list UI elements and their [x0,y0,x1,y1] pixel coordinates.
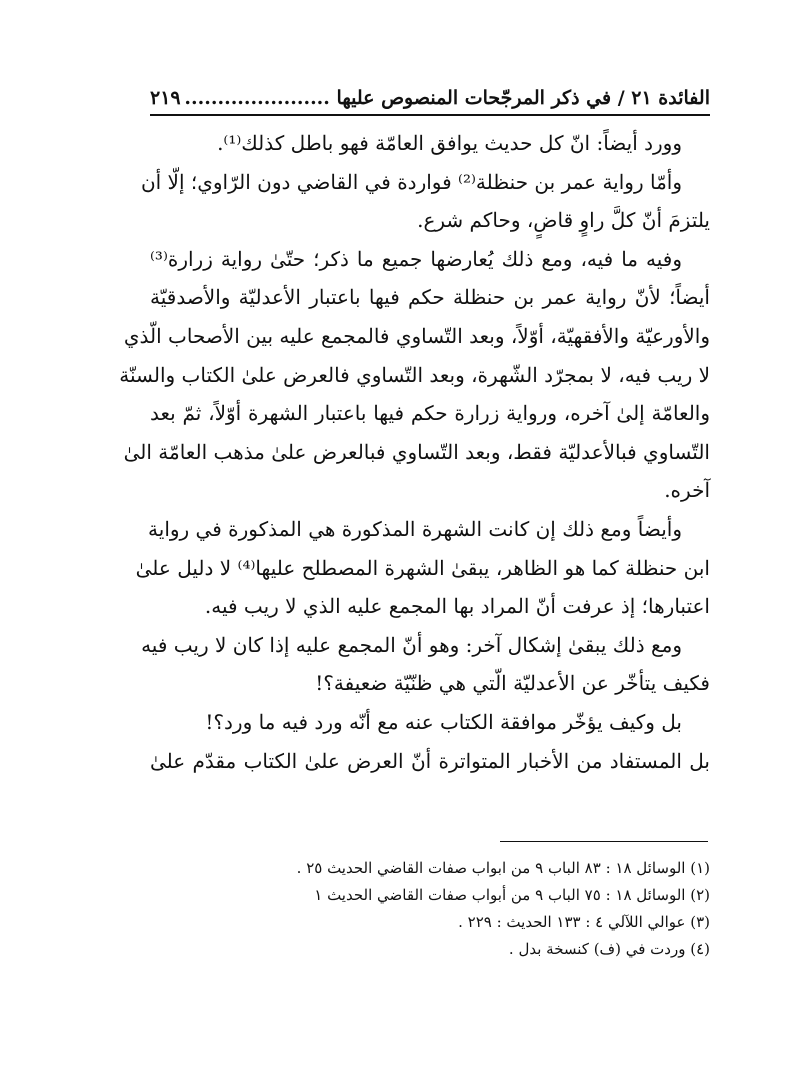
text-line: آخره. [664,478,710,503]
main-text [119,124,710,780]
footnotes [150,855,710,963]
footnote: (٤) وردت في (ف) كنسخة بدل . [508,940,710,958]
text-line: التّساوي فبالأعدليّة فقط، وبعد التّساوي فبالعرض علىٰ مذهب العامّة الىٰ [123,439,710,464]
text-line: والأورعيّة والأفقهيّة، أوّلاً، وبعد التّساوي فالمجمع عليه بين الأصحاب الّذي [123,323,710,348]
text-line: فكيف يتأخّر عن الأعدليّة الّتي هي ظنّيّة ضعيفة؟! [315,671,710,696]
text-line: ابن حنظلة كما هو الظاهر، يبقىٰ الشهرة المصطلح عليها⁽⁴⁾ لا دليل علىٰ [135,555,710,580]
text-line: لا ريب فيه، لا بمجرّد الشّهرة، وبعد التّساوي فالعرض علىٰ الكتاب والسنّة [119,362,710,387]
running-header [150,82,710,116]
text-line: بل المستفاد من الأخبار المتواترة أنّ العرض علىٰ الكتاب مقدّم علىٰ [150,748,710,773]
text-line: وأمّا رواية عمر بن حنظلة⁽²⁾ فواردة في القاضي دون الرّاوي؛ إلّا أن [140,169,682,194]
text-line: وورد أيضاً: انّ كل حديث يوافق العامّة فهو باطل كذلك⁽¹⁾. [217,131,682,155]
text-line: يلتزمَ أنّ كلَّ راوٍ قاضٍ، وحاكم شرع. [417,208,710,233]
footnote: (٢) الوسائل ١٨ : ٧٥ الباب ٩ من أبواب صفات القاضي الحديث ١ [314,886,710,904]
page-number: ٢١٩ [150,87,181,109]
text-line: وأيضاً ومع ذلك إن كانت الشهرة المذكورة هي المذكورة في رواية [148,516,682,541]
text-line: والعامّة إلىٰ آخره، ورواية زرارة حكم فيها باعتبار الشهرة أوّلاً، ثمّ بعد [150,401,710,426]
text-line: وفيه ما فيه، ومع ذلك يُعارضها جميع ما ذكر؛ حتّىٰ رواية زرارة⁽³⁾ [150,246,682,271]
footnote-divider [500,841,708,842]
text-line: أيضاً؛ لأنّ رواية عمر بن حنظلة حكم فيها باعتبار الأعدليّة والأصدقيّة [150,285,710,310]
header-leader-dots: ...................... [184,87,330,109]
footnote: (١) الوسائل ١٨ : ٨٣ الباب ٩ من ابواب صفات القاضي الحديث ٢٥ . [296,859,710,877]
header-title-text: الفائدة ٢١ / في ذكر المرجّحات المنصوص عليها [336,87,710,109]
text-line: اعتبارها؛ إذ عرفت أنّ المراد بها المجمع عليه الذي لا ريب فيه. [204,594,710,619]
text-line: بل وكيف يؤخّر موافقة الكتاب عنه مع أنّه ورد فيه ما ورد؟! [205,709,682,734]
header-title [184,87,710,109]
footnote: (٣) عوالي اللآلي ٤ : ١٣٣ الحديث : ٢٢٩ . [458,913,710,931]
text-line: ومع ذلك يبقىٰ إشكال آخر: وهو أنّ المجمع عليه إذا كان لا ريب فيه [141,632,682,657]
